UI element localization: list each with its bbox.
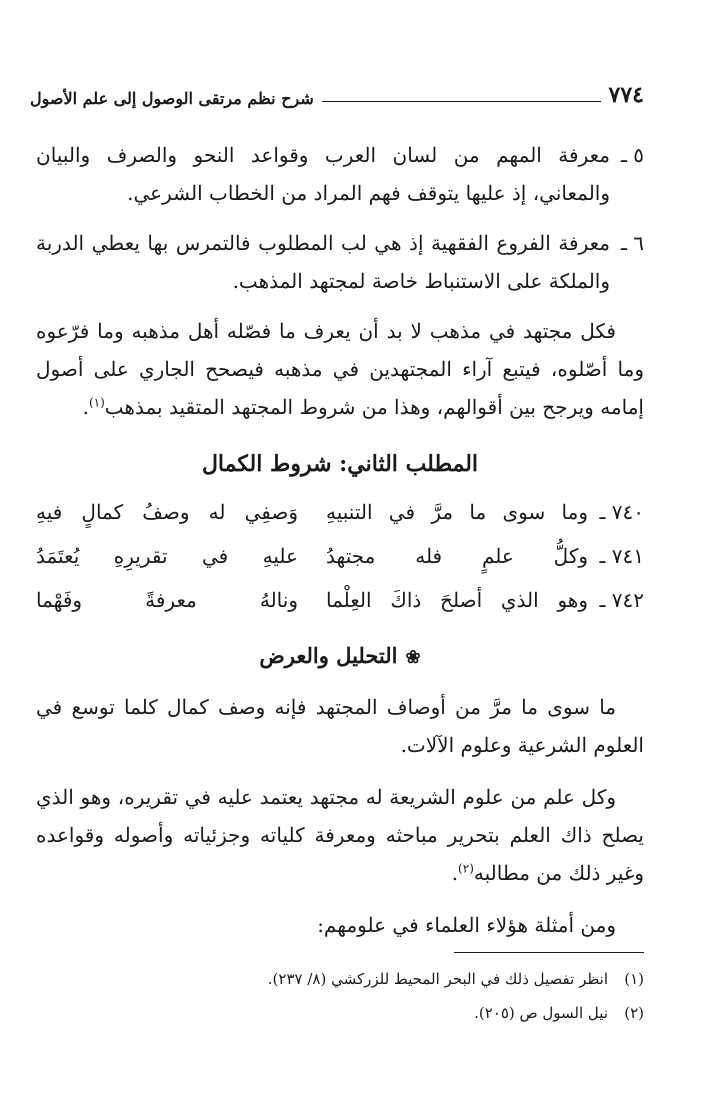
verse-first-hemistich: وكلُّ علمٍ فله مجتهدُ <box>326 544 588 568</box>
verse-line <box>36 492 644 532</box>
paragraph-text: وكل علم من علوم الشريعة له مجتهد يعتمد عليه في تقريره، وهو الذي يصلح ذاك العلم بتحرير مباحثه ومعرفة كلياته وجزئياته وأصوله وقواعده وغير ذلك من مطالبه <box>36 784 644 885</box>
footnote-text: انظر تفصيل ذلك في البحر المحيط للزركشي (٨/ ٢٣٧). <box>267 970 608 988</box>
verse-second-hemistich: عليهِ في تقريرِهِ يُعتَمَدُ <box>36 544 298 568</box>
page-number: ٧٧٤ <box>608 82 644 108</box>
footnote-number: (٢) <box>624 1004 644 1022</box>
paragraph-text: فكل مجتهد في مذهب لا بد أن يعرف ما فصّله أهل مذهبه وما فرّعوه وما أصّلوه، فيتبع آراء المجتهدين في مذهبه فيصحح الجاري على أصول إمامه ويرجح بين أقوالهم، وهذا من شروط المجتهد المتقيد بمذهب <box>36 319 644 419</box>
paragraph-ilm-mujtahid <box>36 778 644 892</box>
paragraph-end: . <box>451 860 459 885</box>
footnote-text: نيل السول ص (٢٠٥). <box>474 1004 608 1022</box>
item-text: معرفة الفروع الفقهية إذ هي لب المطلوب فالتمرس بها يعطي الدربة والملكة على الاستنباط خاصة لمجتهد المذهب. <box>36 231 610 293</box>
footnote-ref-1: (١) <box>88 395 105 410</box>
paragraph-examples: ومن أمثلة هؤلاء العلماء في علومهم: <box>317 912 616 937</box>
paragraph-end: . <box>82 395 89 419</box>
verse-second-hemistich: وَصفِي له وصفُ كمالٍ فيهِ <box>36 500 298 524</box>
page-body <box>36 136 644 958</box>
footnote <box>36 962 644 996</box>
item-number: ٦ ـ <box>621 231 644 255</box>
section-title: المطلب الثاني: شروط الكمال <box>201 451 479 477</box>
footnotes <box>36 962 644 1030</box>
verse-second-hemistich: ونالهُ معرفةً وفَهْما <box>36 588 298 612</box>
header-rule <box>322 101 601 102</box>
running-title: شرح نظم مرتقى الوصول إلى علم الأصول <box>30 89 314 108</box>
paragraph-kamal: ما سوى ما مرَّ من أوصاف المجتهد فإنه وصف كمال كلما توسع في العلوم الشرعية وعلوم الآلات. <box>36 694 644 757</box>
item-text: معرفة المهم من لسان العرب وقواعد النحو والصرف والبيان والمعاني، إذ عليها يتوقف فهم المراد من الخطاب الشرعي. <box>36 143 610 205</box>
page-header <box>30 72 644 108</box>
footnote <box>36 996 644 1030</box>
footnote-ref-2: (٢) <box>458 860 474 875</box>
ornament-icon: ❀ <box>405 646 421 668</box>
footnote-number: (١) <box>624 970 644 988</box>
verse-number: ٧٤١ ـ <box>599 544 644 568</box>
footnote-rule <box>454 952 644 953</box>
verse-first-hemistich: وهو الذي أصلحَ ذاكَ العِلْما <box>326 588 588 612</box>
item-number: ٥ ـ <box>621 143 644 167</box>
verse-number: ٧٤٢ ـ <box>599 588 644 612</box>
analysis-heading <box>36 638 644 676</box>
verse-line <box>36 580 644 620</box>
list-item <box>36 224 644 300</box>
analysis-heading-text: التحليل والعرض <box>259 643 398 668</box>
list-item <box>36 136 644 212</box>
paragraph-mujtahid-madhhab <box>36 312 644 426</box>
verse-first-hemistich: وما سوى ما مرَّ في التنبيهِ <box>326 500 588 524</box>
verse-line <box>36 536 644 576</box>
verse-number: ٧٤٠ ـ <box>599 500 644 524</box>
